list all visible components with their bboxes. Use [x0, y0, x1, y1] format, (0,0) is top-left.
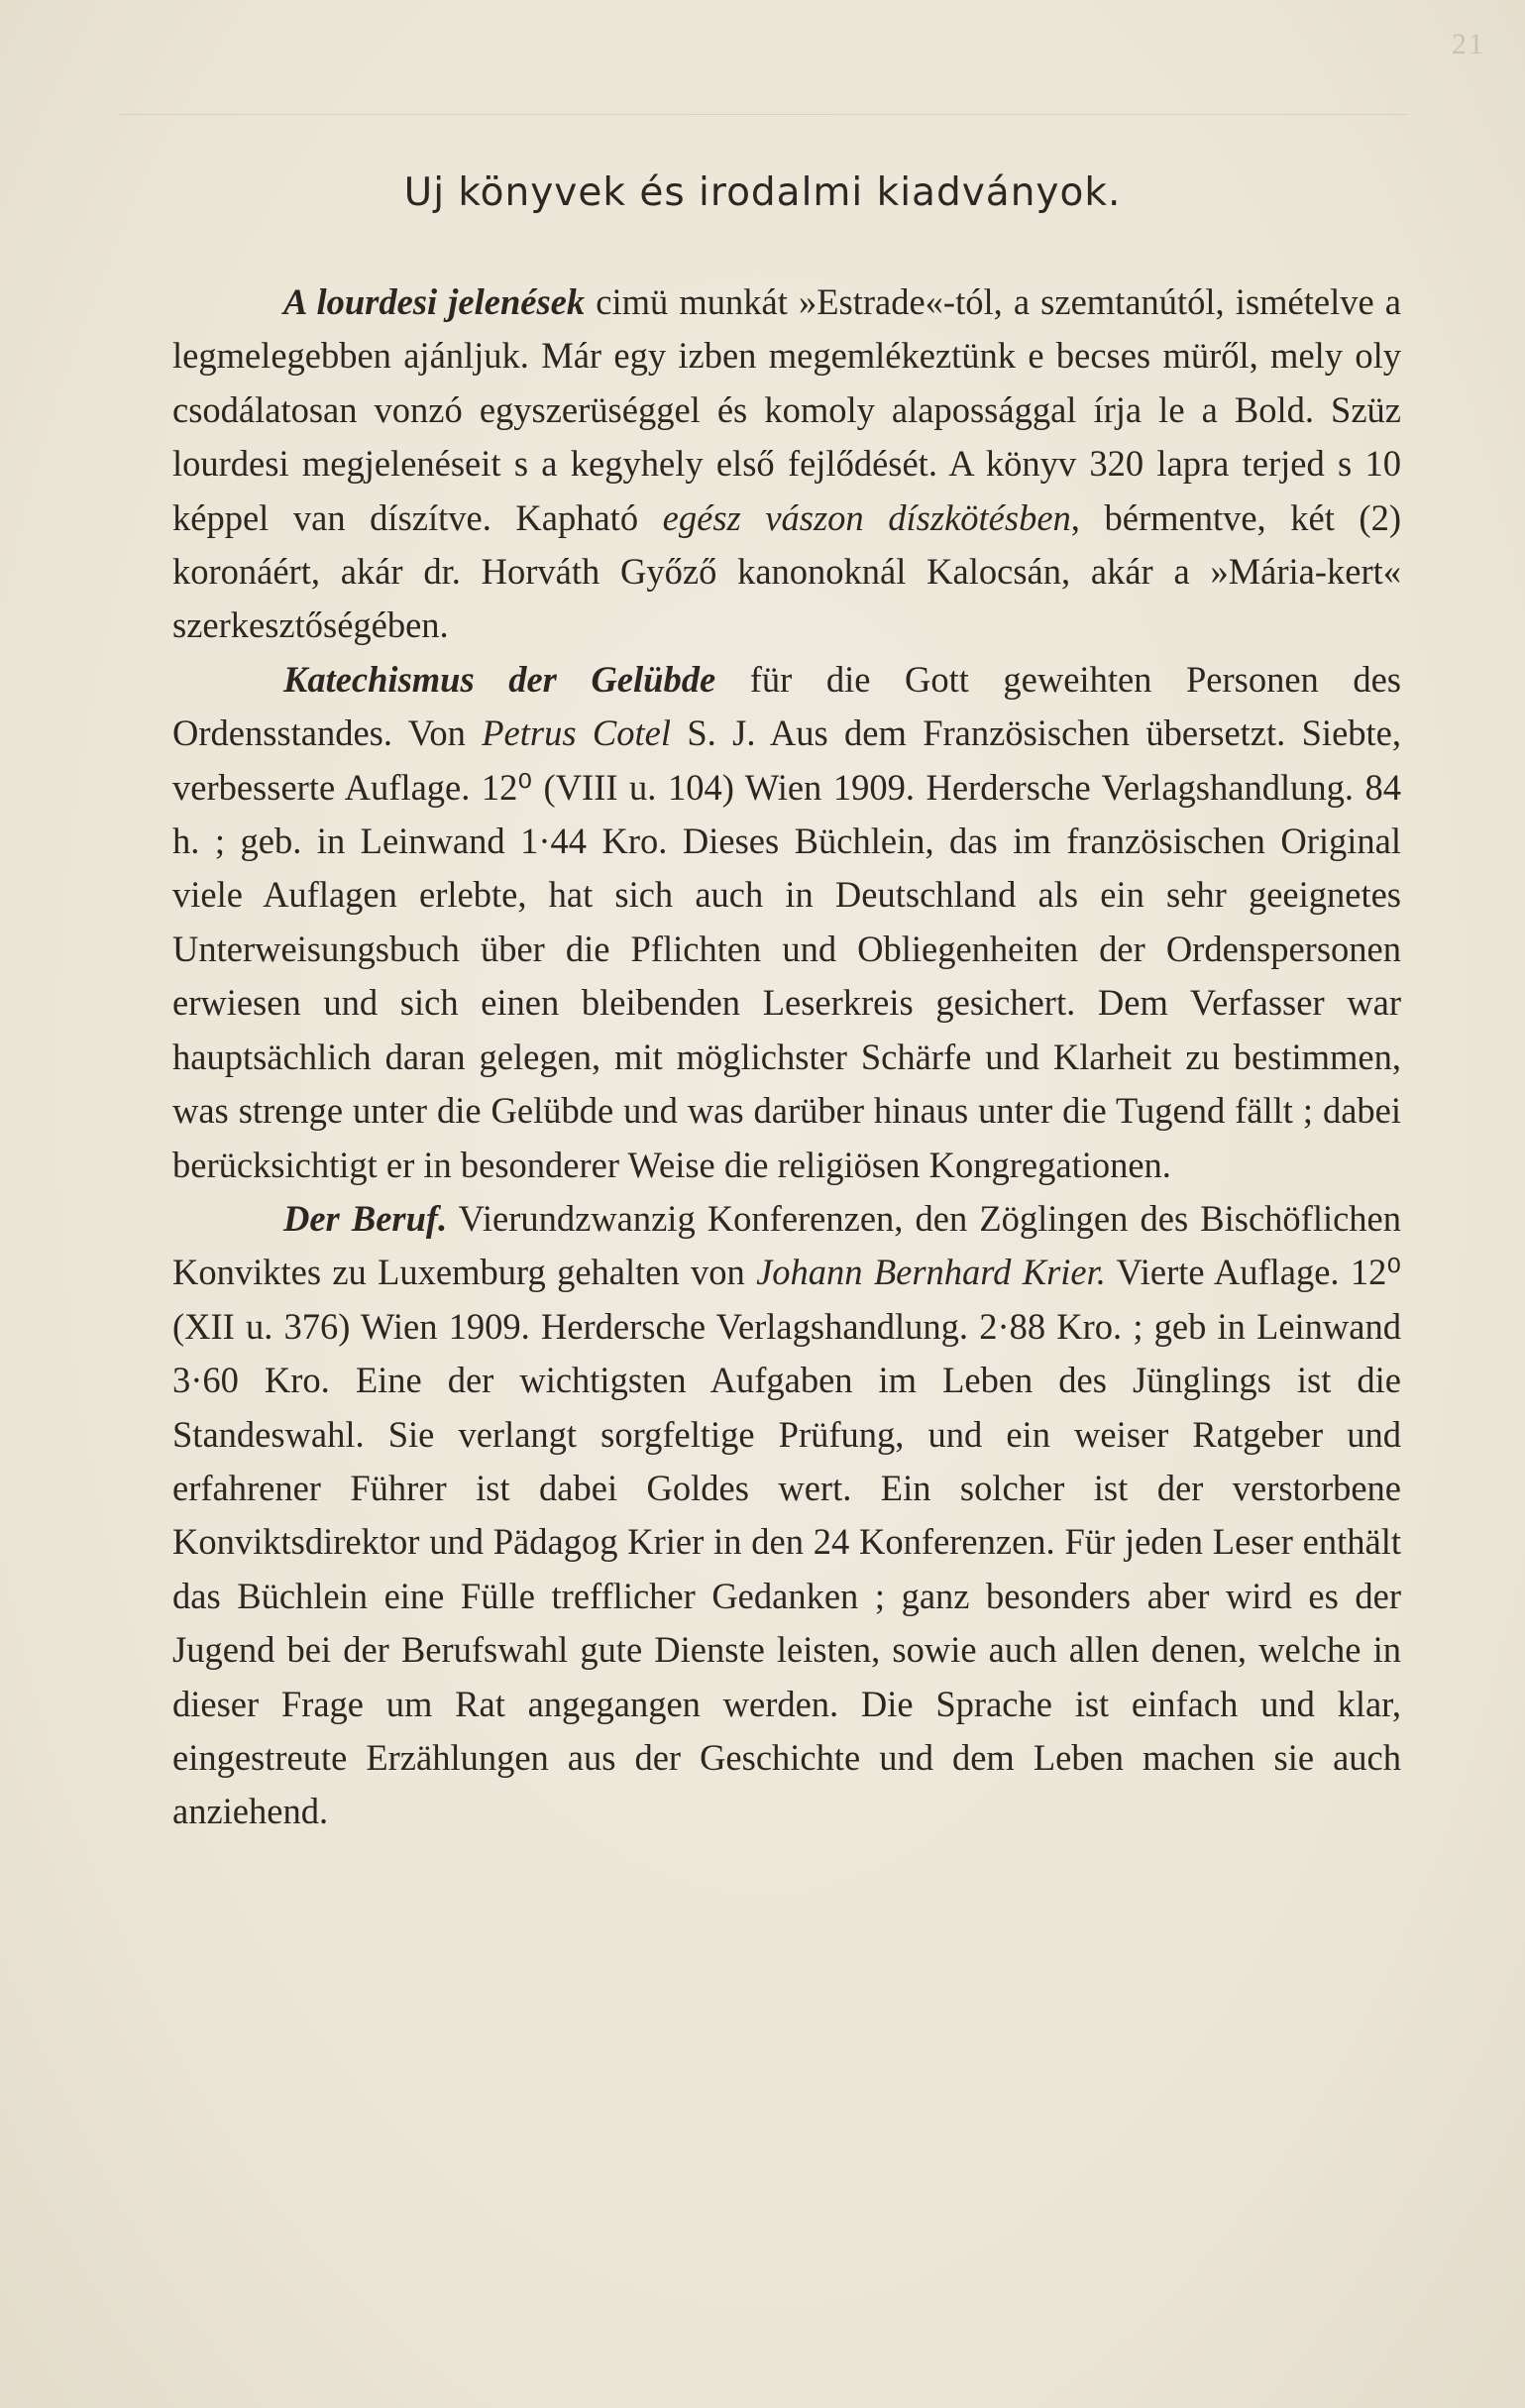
review-text: Vierte Auflage. 12⁰ (XII u. 376) Wien 1909. Herdersche Verlagshandlung. 2·88 Kro. ; geb in Leinwand 3·60 Kro. Eine der wichtigsten Aufgaben im Leben des Jünglings ist die Standeswahl. Sie verlangt sorgfeltige Prüfung, und ein weiser Ratgeber und erfahrener Führer ist dabei Goldes wert. Ein solcher ist der verstorbene Konviktsdirektor und Pädagog Krier in den 24 Konferenzen. Für jeden Leser enthält das Büchlein eine Fülle trefflicher Gedanken ; ganz besonders aber wird es der Jugend bei der Berufswahl gute Dienste leisten, sowie auch allen denen, welche in dieser Frage um Rat angegangen werden. Die Sprache ist einfach und klar, eingestreute Erzählungen aus der Geschichte und dem Leben machen sie auch anziehend.: [172, 1252, 1401, 1832]
review-text: Vierundzwanzig Konferenzen, den Zöglingen des Bischöflichen Konviktes zu Luxemburg gehalten von: [172, 1197, 1402, 1293]
review-entry-katechismus: [172, 653, 1401, 1192]
review-text: cimü munkát »Estrade«-tól, a szemtanútól, ismételve a legmelegebben ajánljuk. Már egy izben megemlékeztünk e becses müről, mely oly csodálatosan vonzó egyszerüséggel és komoly alapossággal írja le a Bold. Szüz lourdesi megjelenéseit s a kegyhely első fejlődését. A könyv 320 lapra terjed s 10 képpel van díszítve. Kapható: [172, 281, 1401, 538]
review-text: für die Gott geweihten Personen des Ordensstandes. Von: [172, 658, 1401, 754]
author-name: Petrus Cotel: [482, 712, 671, 754]
section-heading: Uj könyvek és irodalmi kiadványok.: [403, 170, 1122, 215]
header-rule: [119, 114, 1407, 115]
page-number: 21: [1452, 28, 1485, 60]
emphasis-text: egész vászon díszkötésben: [662, 496, 1071, 538]
review-entry-beruf: [172, 1192, 1401, 1839]
book-title: Katechismus der Gelübde: [283, 658, 716, 700]
book-title: Der Beruf.: [283, 1197, 448, 1239]
book-title: A lourdesi jelenések: [283, 281, 586, 322]
author-name: Johann Bernhard Krier.: [756, 1252, 1106, 1293]
review-text: S. J. Aus dem Französischen übersetzt. Siebte, verbesserte Auflage. 12⁰ (VIII u. 104) Wien 1909. Herdersche Verlagshandlung. 84 h. ; geb. in Leinwand 1·44 Kro. Dieses Büchlein, das im französischen Original viele Auflagen erlebte, hat sich auch in Deutschland als ein sehr geeignetes Unterweisungsbuch über die Pflichten und Obliegenheiten der Ordenspersonen erwiesen und sich einen bleibenden Leserkreis gesichert. Dem Verfasser war hauptsächlich daran gelegen, mit möglichster Schärfe und Klarheit zu bestimmen, was strenge unter die Gelübde und was darüber hinaus unter die Tugend fällt ; dabei berücksichtigt er in besonderer Weise die religiösen Kongregationen.: [172, 712, 1401, 1185]
review-entry-lourdes: [172, 275, 1401, 653]
review-text: , bérmentve, két (2) koronáért, akár dr. Horváth Győző kanonoknál Kalocsán, akár a »Mária-kert« szerkesztőségében.: [172, 496, 1401, 646]
book-reviews: [172, 275, 1401, 1839]
